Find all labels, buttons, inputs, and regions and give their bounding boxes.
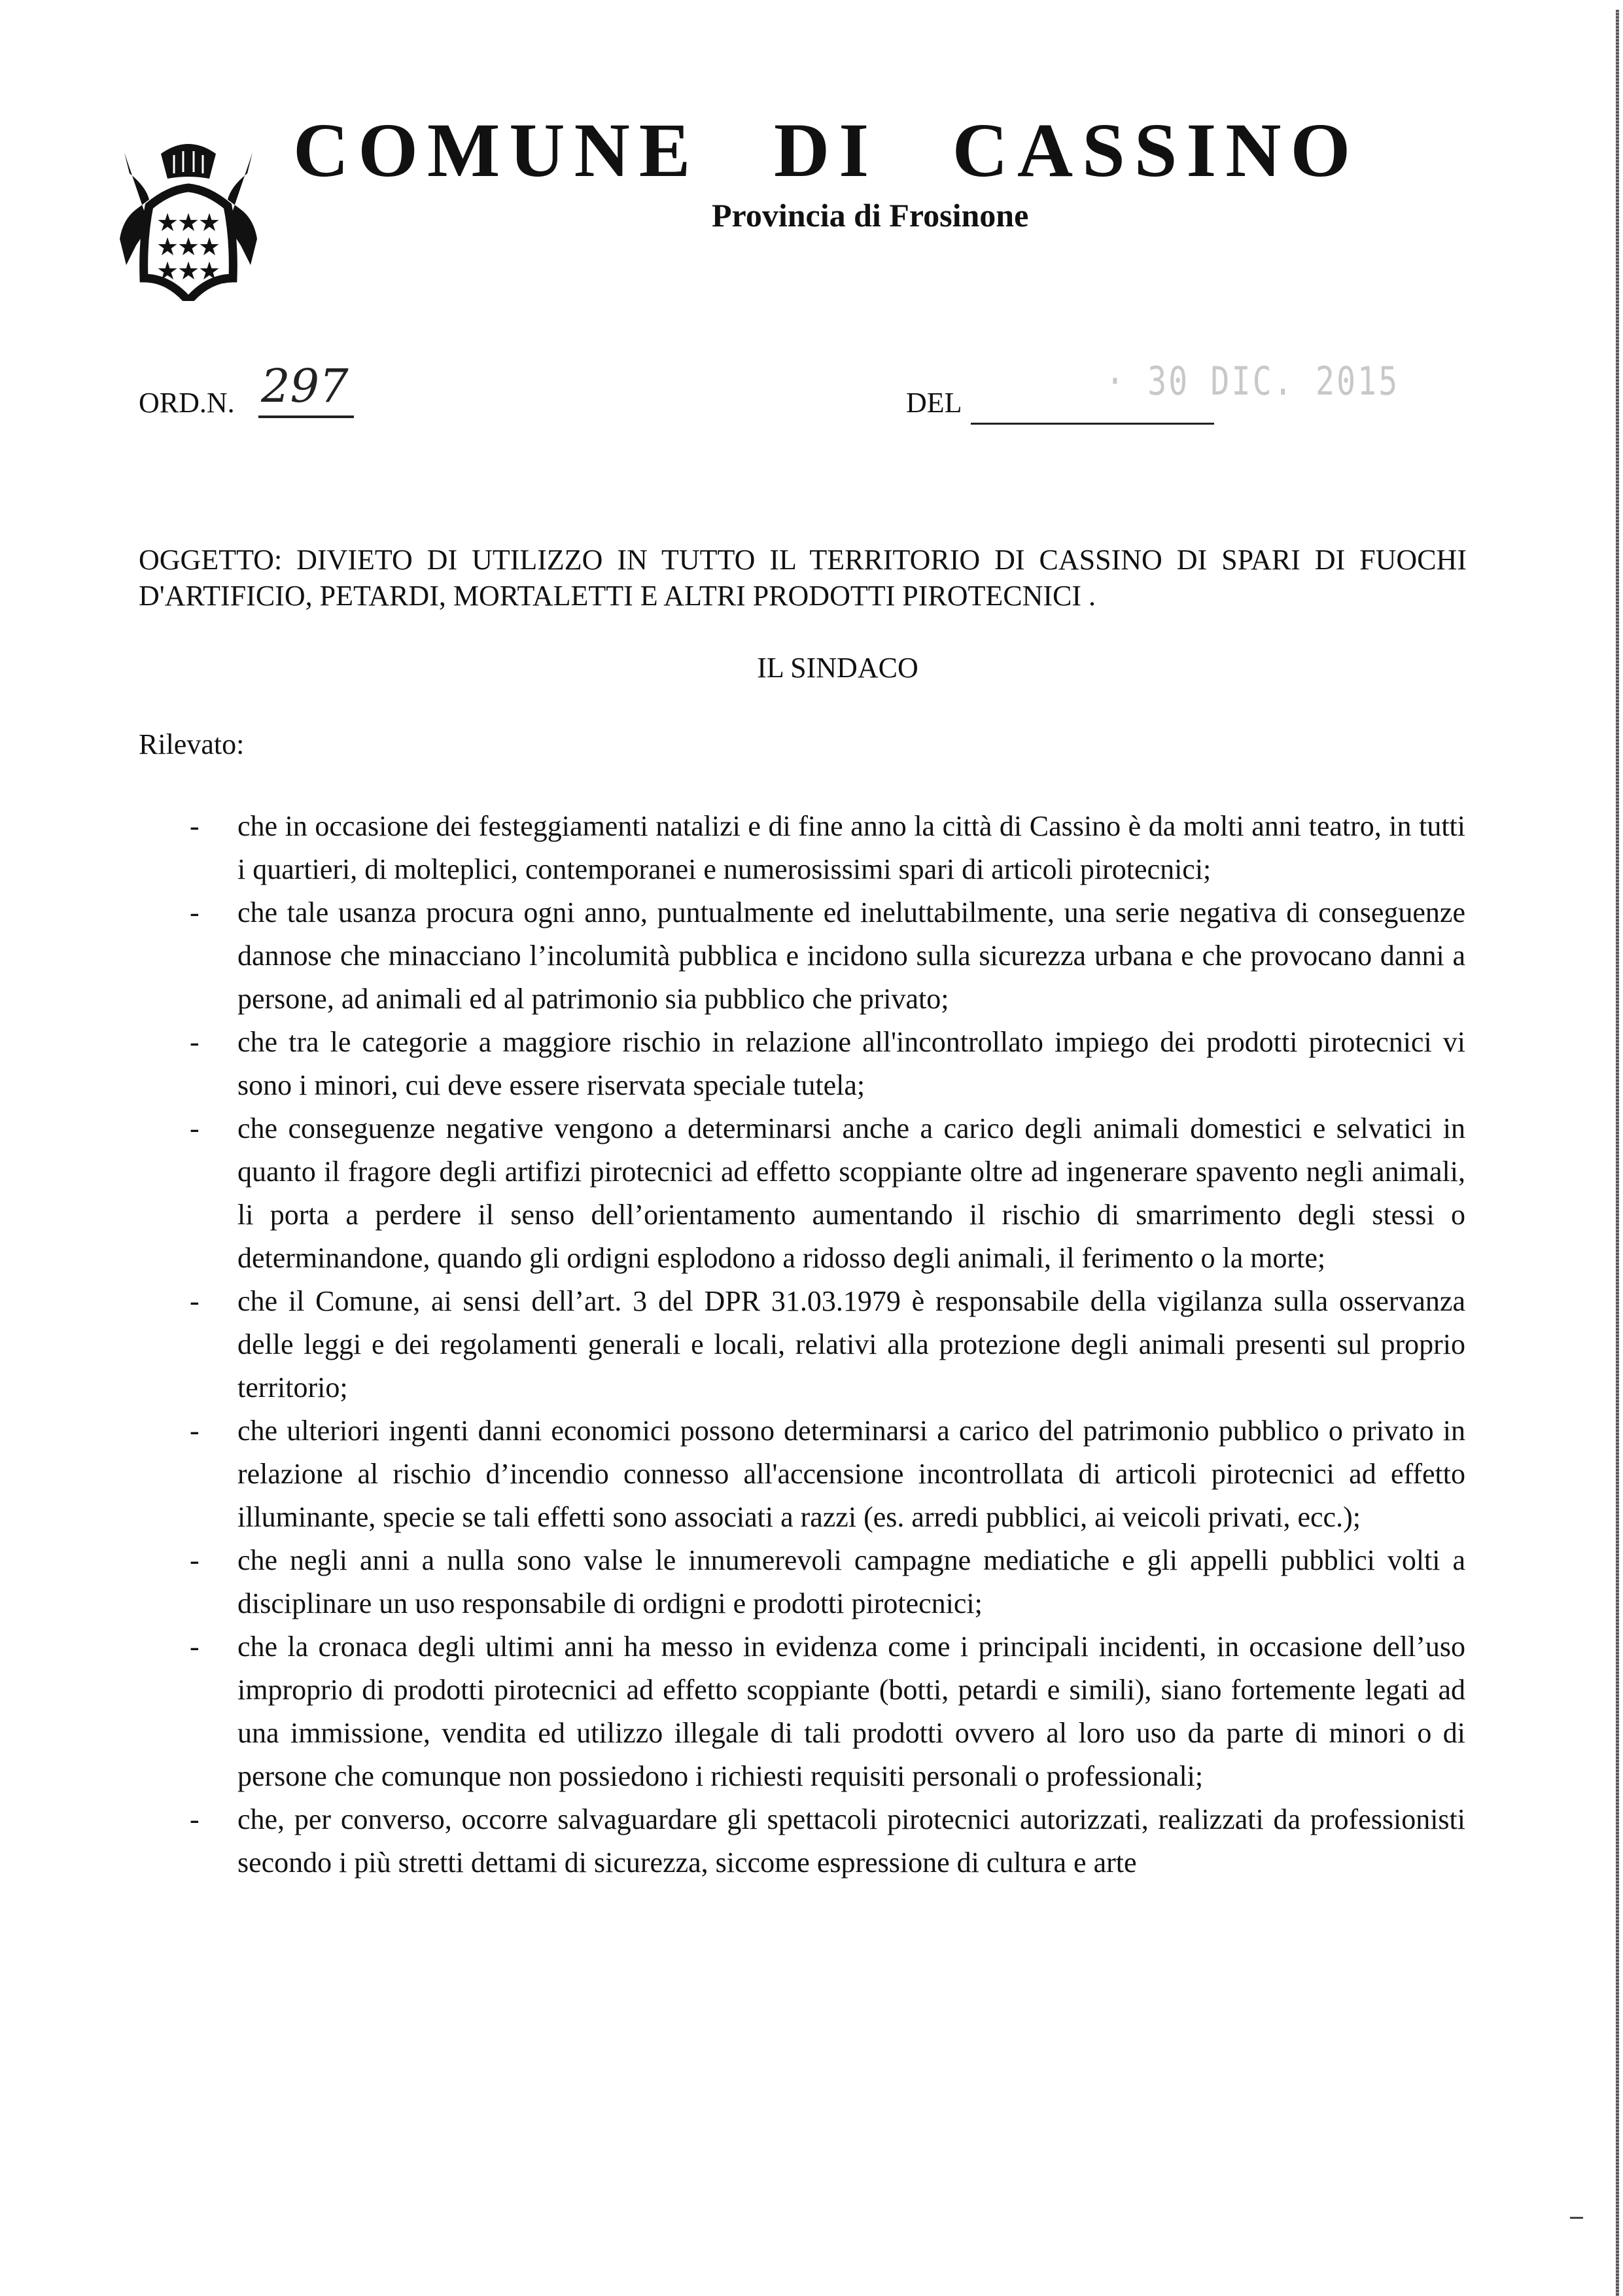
bullet-dash: - [190,1026,200,1058]
bullet-dash: - [190,1112,200,1144]
finding-text: che, per converso, occorre salvaguardare gli spettacoli pirotecnici autorizzati, realizzati da professionisti secondo i più stretti dettami di sicurezza, siccome espressione di cultura e arte [237,1803,1465,1879]
bullet-dash: - [190,1631,200,1663]
noted-label: Rilevato: [139,728,245,760]
svg-text:★: ★ [198,232,221,261]
bullet-dash: - [190,810,200,842]
date-stamp: · 30 DIC. 2015 [1106,359,1400,404]
issuer-heading: IL SINDACO [757,652,918,684]
findings-list [190,805,1465,1884]
finding-item [190,1798,1465,1884]
finding-text: che il Comune, ai sensi dell’art. 3 del DPR 31.03.1979 è responsabile della vigilanza sulla osservanza delle leggi e dei regolamenti generali e locali, relativi alla protezione degli animali presenti sul proprio territorio; [237,1285,1465,1404]
finding-text: che conseguenze negative vengono a determinarsi anche a carico degli animali domestici e selvatici in quanto il fragore degli artifizi pirotecnici ad effetto scoppiante oltre ad ingenerare spavento negli animali, li porta a perdere il senso dell’orientamento aumentando il rischio di smarrimento degli stessi o determinandone, quando gli ordigni esplodono a ridosso degli animali, il ferimento o la morte; [237,1112,1465,1274]
finding-text: che tale usanza procura ogni anno, puntualmente ed ineluttabilmente, una serie negativa di conseguenze dannose che minacciano l’incolumità pubblica e incidono sulla sicurezza urbana e che provocano danni a persone, ad animali ed al patrimonio sia pubblico che privato; [237,896,1465,1015]
bullet-dash: - [190,1415,200,1447]
svg-text:★: ★ [156,232,179,261]
scan-page-edge [1616,10,1619,2296]
svg-text:★: ★ [156,256,179,285]
finding-item [190,1021,1465,1107]
finding-text: che in occasione dei festeggiamenti natalizi e di fine anno la città di Cassino è da molti anni teatro, in tutti i quartieri, di molteplici, contemporanei e numerosissimi spari di articoli pirotecnici; [237,810,1465,885]
finding-item [190,1625,1465,1798]
finding-item [190,1409,1465,1539]
bullet-dash: - [190,896,200,928]
ordinance-number-handwritten: 297 [258,357,354,418]
municipality-title: COMUNE DI CASSINO [293,107,1360,193]
scan-edge-mark [1570,2217,1583,2219]
svg-text:★: ★ [198,208,221,237]
finding-text: che tra le categorie a maggiore rischio in relazione all'incontrollato impiego dei prodotti pirotecnici vi sono i minori, cui deve essere riservata speciale tutela; [237,1026,1465,1101]
province-subtitle: Provincia di Frosinone [712,197,1029,234]
bullet-dash: - [190,1285,200,1317]
bullet-dash: - [190,1803,200,1835]
ordinance-date-label: DEL [906,387,962,419]
svg-text:★: ★ [177,208,200,237]
subject-heading: OGGETTO: DIVIETO DI UTILIZZO IN TUTTO IL TERRITORIO DI CASSINO DI SPARI DI FUOCHI D'ARTIFICIO, PETARDI, MORTALETTI E ALTRI PRODOTTI PIROTECNICI . [139,544,1467,612]
finding-item [190,1539,1465,1625]
ordinance-number-label: ORD.N. [139,387,235,419]
svg-text:★: ★ [156,208,179,237]
finding-text: che ulteriori ingenti danni economici possono determinarsi a carico del patrimonio pubblico o privato in relazione al rischio d’incendio connesso all'accensione incontrollata di articoli pirotecnici ad effetto illuminante, specie se tali effetti sono associati a razzi (es. arredi pubblici, ai veicoli privati, ecc.); [237,1415,1465,1533]
bullet-dash: - [190,1544,200,1576]
svg-text:★: ★ [177,256,200,285]
svg-text:★: ★ [198,256,221,285]
svg-text:★: ★ [177,232,200,261]
finding-item [190,1280,1465,1409]
finding-item [190,891,1465,1021]
finding-item [190,1107,1465,1280]
finding-text: che negli anni a nulla sono valse le innumerevoli campagne mediatiche e gli appelli pubblici volti a disciplinare un uso responsabile di ordigni e prodotti pirotecnici; [237,1544,1465,1619]
date-underline [971,423,1214,425]
finding-item [190,805,1465,891]
coat-of-arms-icon [110,115,267,301]
finding-text: che la cronaca degli ultimi anni ha messo in evidenza come i principali incidenti, in occasione dell’uso improprio di prodotti pirotecnici ad effetto scoppiante (botti, petardi e simili), siano fortemente legati ad una immissione, vendita ed utilizzo illegale di tali prodotti ovvero al loro uso da parte di minori o di persone che comunque non possiedono i richiesti requisiti personali o professionali; [237,1631,1465,1792]
